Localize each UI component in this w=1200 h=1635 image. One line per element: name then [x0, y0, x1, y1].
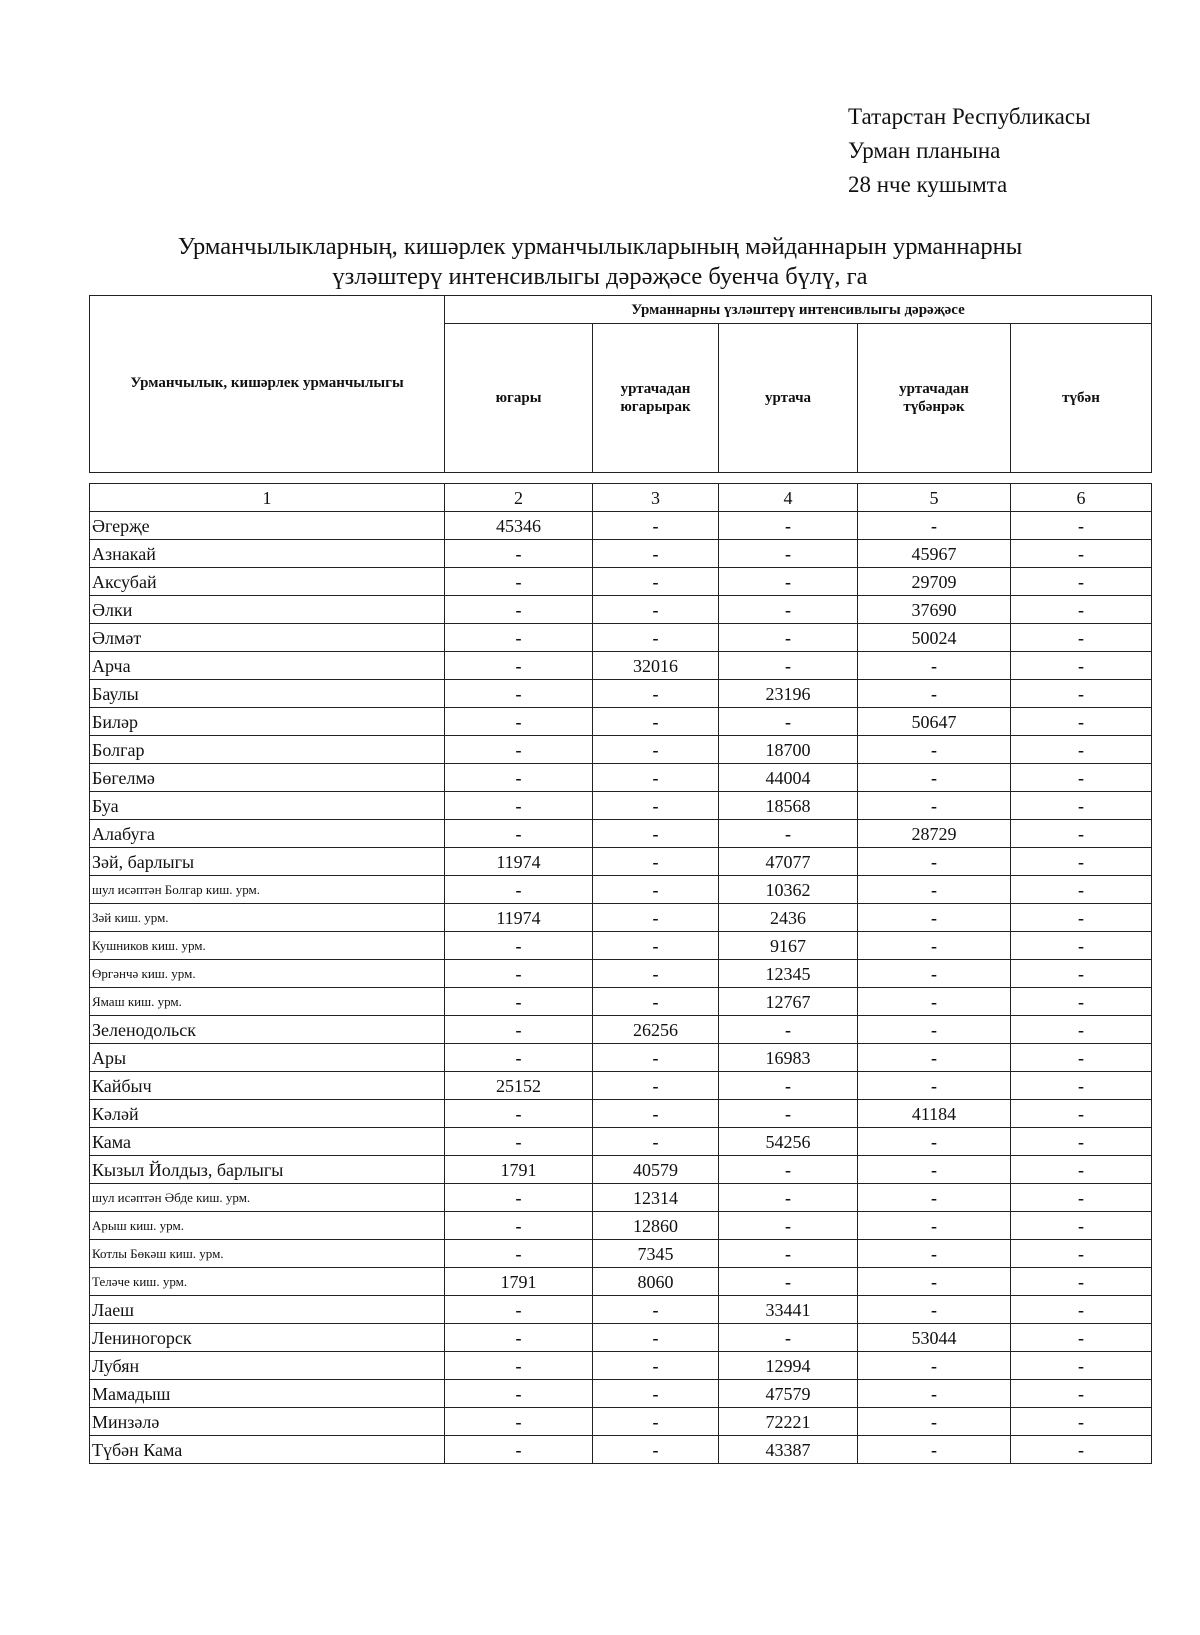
area-value: -	[1011, 1268, 1152, 1296]
area-value: -	[1011, 1352, 1152, 1380]
area-value: -	[1011, 1100, 1152, 1128]
area-value: -	[1011, 988, 1152, 1016]
area-value: 12860	[593, 1212, 719, 1240]
area-value: -	[1011, 1128, 1152, 1156]
table-row	[90, 1296, 1152, 1324]
area-value: -	[858, 904, 1011, 932]
area-value: -	[445, 1380, 593, 1408]
table-row	[90, 1016, 1152, 1044]
column-number: 1	[90, 484, 445, 512]
table-row	[90, 1268, 1152, 1296]
area-value: -	[593, 904, 719, 932]
table-row	[90, 708, 1152, 736]
table-row	[90, 1212, 1152, 1240]
area-value: -	[1011, 596, 1152, 624]
area-value: -	[445, 624, 593, 652]
header-line-plan: Урман планына	[848, 138, 1001, 163]
area-value: 1791	[445, 1156, 593, 1184]
area-value: 53044	[858, 1324, 1011, 1352]
forestry-name: шул исәптән Болгар киш. урм.	[90, 876, 445, 904]
area-value: -	[858, 512, 1011, 540]
area-value: -	[445, 540, 593, 568]
area-value: 1791	[445, 1268, 593, 1296]
area-value: -	[1011, 932, 1152, 960]
table-row	[90, 512, 1152, 540]
table-row	[90, 764, 1152, 792]
forestry-name: Буа	[90, 792, 445, 820]
table-header	[89, 295, 1152, 473]
area-value: -	[858, 1072, 1011, 1100]
area-value: 37690	[858, 596, 1011, 624]
area-value: -	[719, 1240, 858, 1268]
area-value: -	[1011, 512, 1152, 540]
area-value: -	[1011, 708, 1152, 736]
area-value: -	[858, 1296, 1011, 1324]
area-value: -	[858, 1268, 1011, 1296]
area-value: -	[1011, 792, 1152, 820]
header-column-3	[593, 324, 719, 473]
table-row	[90, 736, 1152, 764]
table-row	[90, 540, 1152, 568]
area-value: -	[445, 596, 593, 624]
area-value: -	[858, 792, 1011, 820]
forestry-name: Азнакай	[90, 540, 445, 568]
area-value: 43387	[719, 1436, 858, 1464]
area-value: -	[445, 960, 593, 988]
area-value: 32016	[593, 652, 719, 680]
table-row	[90, 1408, 1152, 1436]
forestry-name: Котлы Бөкәш киш. урм.	[90, 1240, 445, 1268]
area-value: -	[445, 1296, 593, 1324]
area-value: -	[1011, 876, 1152, 904]
table-row	[90, 988, 1152, 1016]
area-value: -	[719, 596, 858, 624]
area-value: -	[858, 680, 1011, 708]
forestry-name: Түбән Кама	[90, 1436, 445, 1464]
area-value: -	[719, 1100, 858, 1128]
area-value: -	[593, 736, 719, 764]
area-value: 12345	[719, 960, 858, 988]
data-table	[89, 483, 1152, 1464]
area-value: -	[858, 1380, 1011, 1408]
area-value: -	[445, 708, 593, 736]
area-value: -	[1011, 1212, 1152, 1240]
forestry-name: Арча	[90, 652, 445, 680]
area-value: -	[858, 652, 1011, 680]
area-value: -	[1011, 960, 1152, 988]
area-value: -	[593, 1100, 719, 1128]
area-value: -	[858, 1184, 1011, 1212]
area-value: -	[593, 1352, 719, 1380]
area-value: 7345	[593, 1240, 719, 1268]
area-value: -	[445, 736, 593, 764]
forestry-name: Арыш киш. урм.	[90, 1212, 445, 1240]
area-value: -	[858, 876, 1011, 904]
forestry-name: Зәй киш. урм.	[90, 904, 445, 932]
area-value: 18568	[719, 792, 858, 820]
area-value: 11974	[445, 904, 593, 932]
area-value: 8060	[593, 1268, 719, 1296]
area-value: 45346	[445, 512, 593, 540]
area-value: -	[1011, 848, 1152, 876]
area-value: -	[719, 708, 858, 736]
area-value: 18700	[719, 736, 858, 764]
table-row	[90, 1072, 1152, 1100]
forestry-name: Алабуга	[90, 820, 445, 848]
area-value: -	[593, 1436, 719, 1464]
table-row	[90, 876, 1152, 904]
forestry-name: Зеленодольск	[90, 1016, 445, 1044]
table-row	[90, 1352, 1152, 1380]
forestry-name: Кызыл Йолдыз, барлыгы	[90, 1156, 445, 1184]
table-row	[90, 820, 1152, 848]
title-line-2: үзләштерү интенсивлыгы дәрәҗәсе буенча бүлү, га	[332, 263, 868, 290]
forestry-name: Әгерҗе	[90, 512, 445, 540]
table-row	[90, 1044, 1152, 1072]
area-value: -	[593, 848, 719, 876]
header-column-4-line: уртача	[764, 390, 812, 406]
area-value: -	[1011, 820, 1152, 848]
area-value: 33441	[719, 1296, 858, 1324]
forestry-name: Кама	[90, 1128, 445, 1156]
forestry-name: Бөгелмә	[90, 764, 445, 792]
area-value: -	[445, 1212, 593, 1240]
area-value: 29709	[858, 568, 1011, 596]
area-value: -	[858, 1408, 1011, 1436]
area-value: -	[1011, 540, 1152, 568]
table-row	[90, 596, 1152, 624]
area-value: -	[1011, 1408, 1152, 1436]
area-value: -	[858, 1044, 1011, 1072]
area-value: -	[719, 652, 858, 680]
area-value: 50024	[858, 624, 1011, 652]
area-value: -	[445, 1044, 593, 1072]
area-value: -	[1011, 1240, 1152, 1268]
area-value: -	[445, 764, 593, 792]
area-value: -	[1011, 1184, 1152, 1212]
area-value: -	[719, 512, 858, 540]
table-row	[90, 624, 1152, 652]
header-column-5-line: түбәнрәк	[903, 399, 965, 415]
forestry-name: шул исәптән Әбде киш. урм.	[90, 1184, 445, 1212]
area-value: -	[719, 568, 858, 596]
area-value: -	[445, 680, 593, 708]
area-value: -	[445, 988, 593, 1016]
area-value: -	[593, 1072, 719, 1100]
header-column-3-line: югарырак	[620, 399, 691, 415]
column-number: 6	[1011, 484, 1152, 512]
area-value: 12767	[719, 988, 858, 1016]
area-value: 9167	[719, 932, 858, 960]
table-row	[90, 792, 1152, 820]
area-value: -	[719, 1072, 858, 1100]
table-row	[90, 932, 1152, 960]
area-value: -	[593, 960, 719, 988]
area-value: -	[593, 680, 719, 708]
area-value: -	[445, 1128, 593, 1156]
header-line-republic: Татарстан Республикасы	[848, 104, 1091, 129]
header-line-appendix-number: 28 нче кушымта	[848, 172, 1008, 197]
area-value: 41184	[858, 1100, 1011, 1128]
area-value: 26256	[593, 1016, 719, 1044]
area-value: -	[719, 1212, 858, 1240]
area-value: -	[1011, 736, 1152, 764]
area-value: -	[719, 1268, 858, 1296]
area-value: -	[719, 1184, 858, 1212]
area-value: -	[1011, 1296, 1152, 1324]
table-row	[90, 1156, 1152, 1184]
column-number: 5	[858, 484, 1011, 512]
table-row	[90, 1184, 1152, 1212]
header-column-5	[858, 324, 1011, 473]
header-column-3-line: уртачадан	[620, 381, 691, 397]
table-row	[90, 680, 1152, 708]
area-value: 12314	[593, 1184, 719, 1212]
table-row	[90, 1436, 1152, 1464]
area-value: -	[593, 540, 719, 568]
area-value: 47579	[719, 1380, 858, 1408]
area-value: 45967	[858, 540, 1011, 568]
area-value: -	[719, 820, 858, 848]
area-value: -	[1011, 904, 1152, 932]
area-value: -	[445, 1100, 593, 1128]
area-value: 10362	[719, 876, 858, 904]
column-number: 4	[719, 484, 858, 512]
area-value: -	[593, 764, 719, 792]
area-value: -	[593, 624, 719, 652]
area-value: -	[1011, 1156, 1152, 1184]
forestry-name: Зәй, барлыгы	[90, 848, 445, 876]
area-value: -	[858, 848, 1011, 876]
area-value: -	[593, 568, 719, 596]
area-value: 25152	[445, 1072, 593, 1100]
title-line-1: Урманчылыкларның, кишәрлек урманчылыкларының мәйданнарын урманнарны	[177, 233, 1023, 260]
area-value: -	[1011, 624, 1152, 652]
area-value: -	[445, 932, 593, 960]
area-value: -	[445, 1408, 593, 1436]
area-value: -	[593, 1044, 719, 1072]
area-value: -	[858, 1128, 1011, 1156]
area-value: -	[858, 1016, 1011, 1044]
area-value: -	[445, 568, 593, 596]
area-value: -	[1011, 1016, 1152, 1044]
forestry-name: Ары	[90, 1044, 445, 1072]
header-column-5-line: уртачадан	[899, 381, 969, 397]
forestry-name: Кушников киш. урм.	[90, 932, 445, 960]
data-table-body	[90, 484, 1152, 1464]
area-value: 72221	[719, 1408, 858, 1436]
area-value: -	[445, 1436, 593, 1464]
area-value: 47077	[719, 848, 858, 876]
area-value: -	[593, 932, 719, 960]
table-row	[90, 1324, 1152, 1352]
area-value: -	[858, 988, 1011, 1016]
area-value: 11974	[445, 848, 593, 876]
area-value: -	[858, 1352, 1011, 1380]
area-value: -	[858, 960, 1011, 988]
table-row	[90, 1100, 1152, 1128]
area-value: -	[1011, 652, 1152, 680]
area-value: -	[593, 988, 719, 1016]
area-value: 16983	[719, 1044, 858, 1072]
area-value: -	[858, 1156, 1011, 1184]
table-row	[90, 960, 1152, 988]
header-column-2	[445, 324, 593, 473]
forestry-name: Баулы	[90, 680, 445, 708]
table-row	[90, 568, 1152, 596]
column-number: 3	[593, 484, 719, 512]
area-value: -	[1011, 764, 1152, 792]
forestry-name: Кәләй	[90, 1100, 445, 1128]
area-value: -	[1011, 1436, 1152, 1464]
area-value: -	[1011, 1072, 1152, 1100]
area-value: -	[593, 792, 719, 820]
area-value: -	[858, 932, 1011, 960]
area-value: -	[858, 764, 1011, 792]
forestry-name: Болгар	[90, 736, 445, 764]
area-value: -	[593, 596, 719, 624]
area-value: -	[719, 1324, 858, 1352]
area-value: -	[593, 1408, 719, 1436]
forestry-name: Әлмәт	[90, 624, 445, 652]
area-value: -	[858, 1240, 1011, 1268]
document-title	[60, 232, 1140, 292]
area-value: -	[719, 624, 858, 652]
appendix-header	[848, 100, 1188, 202]
area-value: -	[858, 1212, 1011, 1240]
table-row	[90, 904, 1152, 932]
area-value: -	[445, 652, 593, 680]
area-value: -	[445, 820, 593, 848]
column-number: 2	[445, 484, 593, 512]
forestry-name: Өргәнчә киш. урм.	[90, 960, 445, 988]
table-row	[90, 848, 1152, 876]
area-value: -	[445, 1352, 593, 1380]
area-value: -	[719, 540, 858, 568]
header-column-2-line: югары	[495, 390, 542, 406]
area-value: 23196	[719, 680, 858, 708]
forestry-name: Биләр	[90, 708, 445, 736]
area-value: -	[445, 1324, 593, 1352]
area-value: -	[1011, 568, 1152, 596]
forestry-name: Минзәлә	[90, 1408, 445, 1436]
area-value: -	[593, 708, 719, 736]
area-value: -	[1011, 1324, 1152, 1352]
area-value: -	[593, 1324, 719, 1352]
table-row	[90, 1380, 1152, 1408]
area-value: -	[1011, 1044, 1152, 1072]
area-value: 40579	[593, 1156, 719, 1184]
area-value: 54256	[719, 1128, 858, 1156]
table-row	[90, 1240, 1152, 1268]
area-value: -	[445, 792, 593, 820]
forestry-name: Аксубай	[90, 568, 445, 596]
forestry-name: Кайбыч	[90, 1072, 445, 1100]
header-column-6-line: түбән	[1062, 390, 1100, 406]
header-forestry-label: Урманчылык, кишәрлек урманчылыгы	[130, 375, 404, 391]
forestry-name: Әлки	[90, 596, 445, 624]
header-forestry-column	[90, 296, 445, 473]
area-value: -	[593, 512, 719, 540]
forestry-name: Ямаш киш. урм.	[90, 988, 445, 1016]
area-value: -	[445, 1240, 593, 1268]
area-value: -	[858, 1436, 1011, 1464]
area-value: -	[593, 1380, 719, 1408]
table-row	[90, 652, 1152, 680]
area-value: -	[719, 1156, 858, 1184]
area-value: -	[593, 1296, 719, 1324]
forestry-name: Теләче киш. урм.	[90, 1268, 445, 1296]
column-number-row	[90, 484, 1152, 512]
area-value: -	[1011, 680, 1152, 708]
table-row	[90, 1128, 1152, 1156]
area-value: -	[593, 1128, 719, 1156]
area-value: 2436	[719, 904, 858, 932]
forestry-name: Лаеш	[90, 1296, 445, 1324]
header-column-6	[1011, 324, 1152, 473]
area-value: -	[445, 876, 593, 904]
area-value: -	[445, 1184, 593, 1212]
area-value: 44004	[719, 764, 858, 792]
forestry-name: Лубян	[90, 1352, 445, 1380]
forestry-name: Лениногорск	[90, 1324, 445, 1352]
area-value: -	[1011, 1380, 1152, 1408]
header-intensity-group: Урманнарны үзләштерү интенсивлыгы дәрәҗәсе	[445, 296, 1152, 324]
area-value: -	[593, 820, 719, 848]
forestry-name: Мамадыш	[90, 1380, 445, 1408]
area-value: 28729	[858, 820, 1011, 848]
area-value: -	[858, 736, 1011, 764]
area-value: -	[445, 1016, 593, 1044]
area-value: 12994	[719, 1352, 858, 1380]
area-value: 50647	[858, 708, 1011, 736]
area-value: -	[719, 1016, 858, 1044]
header-column-4	[719, 324, 858, 473]
area-value: -	[593, 876, 719, 904]
